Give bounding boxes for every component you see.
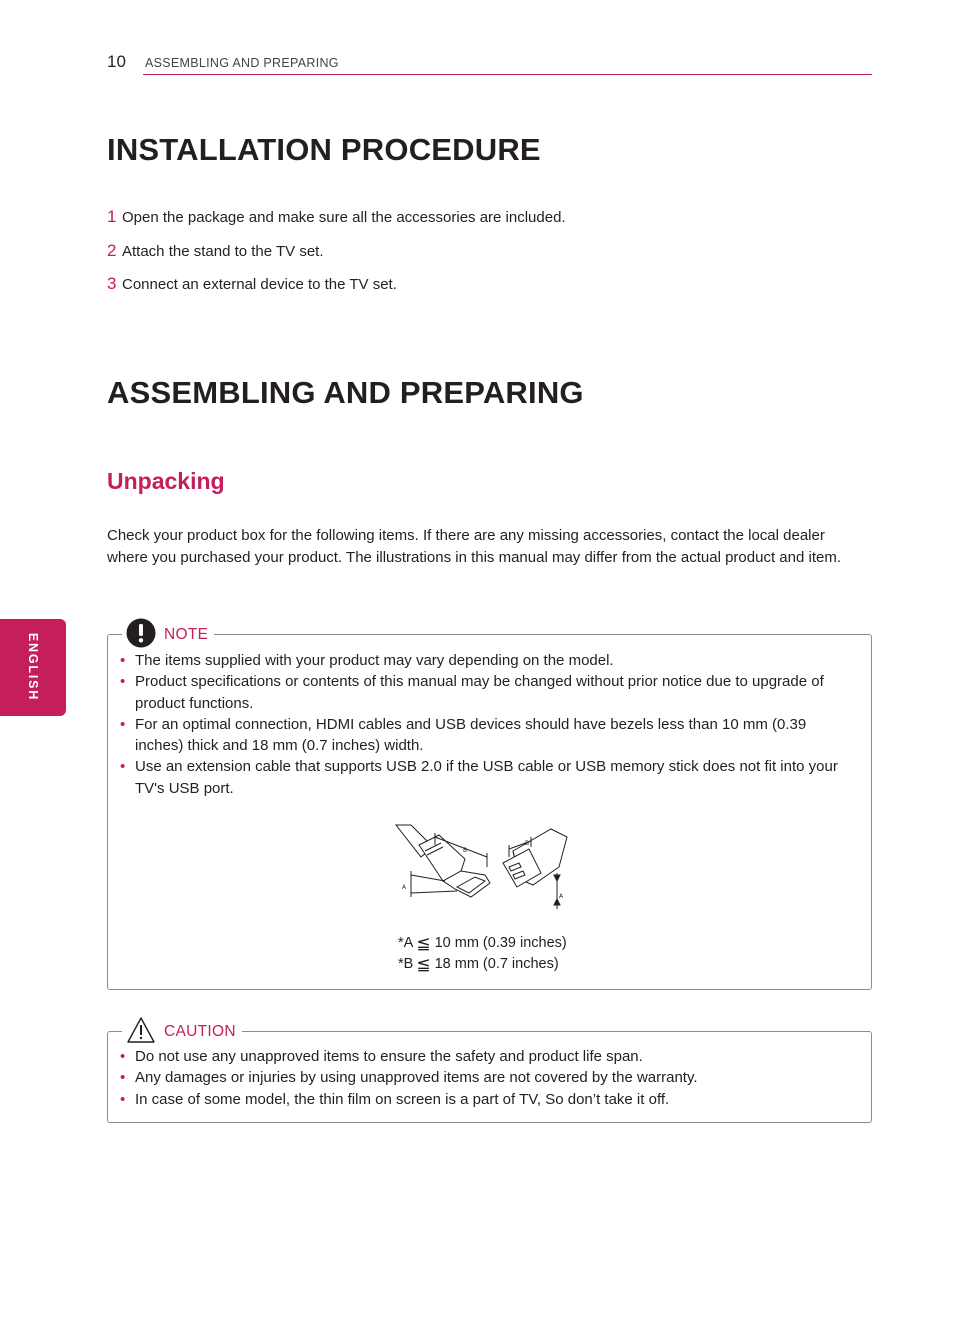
step-item (107, 207, 566, 241)
step-number: 1 (107, 207, 117, 226)
connector-illustration (391, 823, 591, 913)
dimension-b (398, 954, 567, 975)
step-number: 2 (107, 240, 117, 260)
step-text: Open the package and make sure all the accessories are included. (122, 209, 566, 226)
dimension-a (398, 933, 567, 954)
step-text: Attach the stand to the TV set. (122, 242, 324, 260)
step-item (107, 241, 566, 275)
caution-label: CAUTION (164, 1023, 236, 1040)
note-item: • Product specifications or contents of this manual may be changed without prior notice due to upgrade of product functions. (120, 671, 857, 714)
installation-title: INSTALLATION PROCEDURE (107, 132, 541, 167)
caution-list (120, 1046, 857, 1110)
less-equal-symbol: ≦ (416, 934, 431, 953)
label-b: B (463, 847, 468, 854)
caution-item: • In case of some model, the thin film on screen is a part of TV, So don’t take it off. (120, 1089, 857, 1110)
note-item: • For an optimal connection, HDMI cables and USB devices should have bezels less than 10 mm (0.39 inches) thick and 18 mm (0.7 inches) width. (120, 714, 857, 757)
page-header (107, 52, 872, 76)
running-title: ASSEMBLING AND PREPARING (145, 56, 339, 70)
dimension-limits (398, 933, 567, 975)
header-rule (143, 74, 872, 75)
label-a: A (559, 893, 564, 900)
label-a: A (402, 884, 407, 891)
caution-item: • Do not use any unapproved items to ensure the safety and product life span. (120, 1046, 857, 1067)
note-label: NOTE (164, 626, 209, 643)
note-item: • Use an extension cable that supports USB 2.0 if the USB cable or USB memory stick does not fit into your TV's USB port. (120, 756, 857, 799)
language-label: ENGLISH (26, 632, 40, 702)
caution-box (107, 1023, 872, 1123)
unpacking-subtitle: Unpacking (107, 468, 225, 494)
dim-value: 18 mm (0.7 inches) (434, 956, 559, 972)
language-side-tab (0, 619, 66, 716)
note-header (122, 621, 214, 649)
dim-value: 10 mm (0.39 inches) (434, 935, 567, 951)
step-item (107, 274, 566, 308)
less-equal-symbol: ≦ (416, 955, 431, 974)
dim-prefix: *B (398, 956, 414, 972)
step-text: Connect an external device to the TV set. (122, 276, 397, 293)
warning-triangle-icon (126, 1016, 156, 1049)
assembling-title: ASSEMBLING AND PREPARING (107, 375, 584, 410)
note-box (107, 626, 872, 990)
dim-prefix: *A (398, 935, 414, 951)
note-list (120, 650, 857, 799)
caution-item: • Any damages or injuries by using unapproved items are not covered by the warranty. (120, 1067, 857, 1088)
step-number: 3 (107, 274, 117, 293)
label-b: B (525, 840, 530, 847)
exclamation-icon (126, 618, 156, 653)
page-number: 10 (107, 52, 126, 71)
installation-steps (107, 207, 566, 308)
note-item: • The items supplied with your product may vary depending on the model. (120, 650, 857, 671)
caution-header (122, 1018, 242, 1046)
unpacking-intro: Check your product box for the following items. If there are any missing accessories, contact the local dealer where you purchased your product. The illustrations in this manual may differ from the actual product and item. (107, 527, 841, 566)
